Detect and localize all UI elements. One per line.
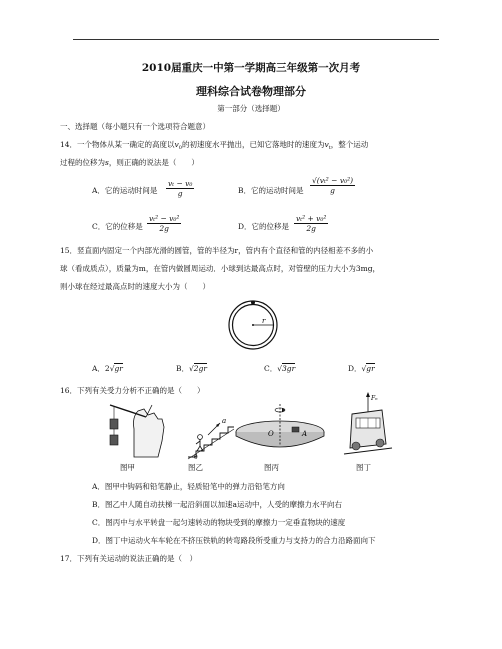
- header-rule: [73, 39, 439, 40]
- figure-c-a-label: A: [302, 430, 308, 438]
- q14-option-b-fraction: $\frac{\text{√(vₜ² − v₀²)}}{g}$: [312, 176, 354, 195]
- q14-option-a-fraction: $\frac{\text{vₜ − v₀}}{g}$: [168, 179, 193, 198]
- figure-d-caption: 图丁: [356, 463, 371, 472]
- figure-c-o-label: O: [268, 430, 274, 438]
- circular-tube-figure: [226, 298, 280, 352]
- figure-a-caption: 图甲: [120, 463, 135, 472]
- q15-line2: 球（看成质点），质量为m，在管内做圆周运动．小球到达最高点时，对管壁的压力大小为3mg，: [60, 264, 381, 273]
- block-icon: [292, 427, 299, 432]
- exam-title: 2010届重庆一中第一学期高三年级第一次月考: [141, 62, 361, 74]
- q14-option-a-label: A．它的运动时间是: [92, 186, 158, 195]
- q15-line1: 15．竖直面内固定一个内部光滑的圆管，管的半径为r，管内有个直径和管的内径相差不多的小: [60, 246, 374, 255]
- figure-c-turntable: [230, 402, 330, 452]
- q16-option-d: D．图丁中运动火车车轮在不挤压铁轨的转弯路段所受重力与支持力的合力沿路面向下: [92, 536, 376, 545]
- q16-line1: 16．下列有关受力分析不正确的是（ ）: [60, 386, 205, 395]
- ball-icon: [251, 301, 255, 305]
- figure-b-escalator: [186, 413, 236, 461]
- section-instructions: 一、选择题（每小题只有一个选项符合题意）: [60, 122, 210, 131]
- section-heading: 第一部分（选择题）: [217, 104, 285, 113]
- wheel-icon: [376, 439, 384, 447]
- q15-option-a: A．2√gr: [92, 364, 123, 373]
- figure-d-train: [342, 390, 394, 458]
- figure-c-caption: 图丙: [264, 463, 279, 472]
- q14-option-d-label: D．它的位移是: [238, 222, 290, 231]
- figure-d-fn-label: Fₙ: [371, 395, 378, 402]
- radius-label: r: [262, 317, 266, 325]
- q16-option-b: B．图乙中人随自动扶梯一起沿斜面以加速a运动中，人受的摩擦力水平向右: [92, 500, 342, 509]
- q14-option-c-fraction: $\frac{\text{vₜ² − v₀²}}{2g}$: [149, 214, 180, 233]
- figure-a-hand-pencil: [104, 397, 176, 461]
- wheel-icon: [352, 442, 360, 450]
- q14-option-b-label: B．它的运动时间是: [238, 186, 304, 195]
- figure-b-a-label: a: [222, 417, 227, 425]
- q15-option-b: B．√2gr: [176, 364, 207, 373]
- q15-line3: 则小球在经过最高点时的速度大小为（ ）: [60, 282, 210, 291]
- q17-line1: 17．下列有关运动的说法正确的是（ ）: [60, 554, 198, 563]
- exam-subtitle: 理科综合试卷物理部分: [196, 85, 306, 98]
- q14-option-d-fraction: $\frac{\text{vₜ² + v₀²}}{2g}$: [296, 214, 327, 233]
- q16-option-a: A．图甲中钩码和铅笔静止，轻质铅笔中的弹力沿铅笔方向: [92, 482, 285, 491]
- person-head-icon: [198, 435, 203, 440]
- q14-line1: 14．一个物体从某一确定的高度以$v_0$的初速度水平抛出，已知它落地时的速度为$v_t$，整个运动: [60, 140, 369, 151]
- figure-b-theta-label: θ: [194, 454, 198, 461]
- q16-option-c: C．图丙中与水平转盘一起匀速转动的物块受到的摩擦力一定垂直物块的速度: [92, 518, 346, 527]
- q14-option-c-label: C．它的位移是: [92, 222, 143, 231]
- figure-b-caption: 图乙: [188, 463, 203, 472]
- q15-option-d: D．√gr: [348, 364, 375, 373]
- q15-option-c: C．√3gr: [264, 364, 296, 373]
- q14-line2: 过程的位移为s，则正确的说法是（ ）: [60, 158, 199, 167]
